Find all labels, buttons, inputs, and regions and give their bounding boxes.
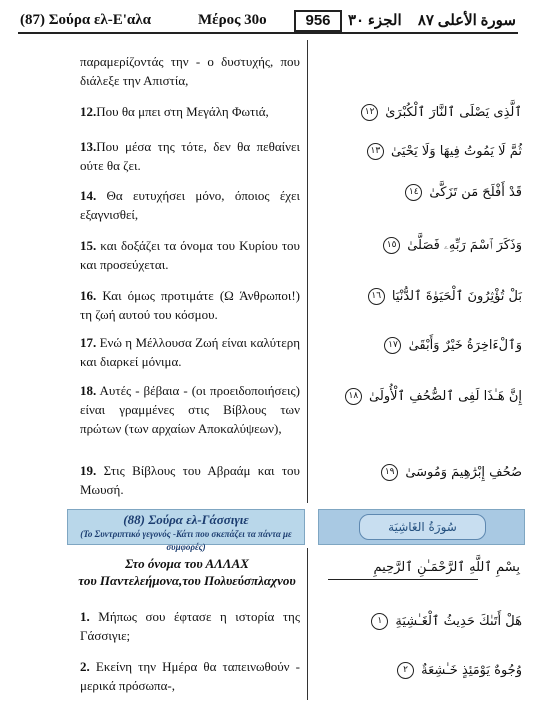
verse-text: 18. Αυτές - βέβαια - (οι προειδοποιήσεις) είναι γραμμένες στις Βίβλους των πρώτων (των αρχαίων Αποκαλύψεων), bbox=[80, 383, 300, 436]
verse-arabic: ٱلَّذِى يَصْلَى ٱلنَّارَ ٱلْكُبْرَىٰ ١٢ bbox=[312, 104, 522, 122]
column-divider bbox=[307, 548, 308, 700]
verse-arabic: هَلْ أَتَىٰكَ حَدِيثُ ٱلْغَـٰشِيَةِ ١ bbox=[312, 613, 522, 631]
verse-arabic: ثُمَّ لَا يَمُوتُ فِيهَا وَلَا يَحْيَىٰ ١٣ bbox=[312, 143, 522, 161]
surah-banner-arabic-title: سُورَةُ الغَاشِيَة bbox=[359, 514, 486, 540]
verse-number-marker: ١٧ bbox=[384, 337, 401, 354]
verse-text: 13.Που μέσα της τότε, δεν θα πεθαίνει ούτε θα ζει. bbox=[80, 139, 300, 173]
verse-text: 15. και δοξάζει τα όνομα του Κυρίου του και προσεύχεται. bbox=[80, 238, 300, 272]
verse-arabic: إِنَّ هَـٰذَا لَفِى ٱلصُّحُفِ ٱلْأُولَىٰ ١٨ bbox=[312, 388, 522, 406]
header-juz-arabic: الجزء ٣٠ bbox=[348, 13, 402, 29]
verse-number-marker: ١٩ bbox=[381, 464, 398, 481]
surah-banner-title: (88) Σούρα ελ-Γάσσιγιε bbox=[123, 512, 249, 527]
verse-text: 19. Στις Βίβλους του Αβραάμ και του Μωυσή. bbox=[80, 463, 300, 497]
verse-text: 16. Και όμως προτιμάτε (Ω Άνθρωποι!) τη ζωή αυτού του κόσμου. bbox=[80, 288, 300, 322]
verse-number-marker: ١٦ bbox=[368, 288, 385, 305]
verse-number-marker: ١٨ bbox=[345, 388, 362, 405]
basmala-arabic: بِسْمِ ٱللَّهِ ٱلرَّحْمَـٰنِ ٱلرَّحِيمِ bbox=[373, 560, 520, 575]
verse-arabic: قَدْ أَفْلَحَ مَن تَزَكَّىٰ ١٤ bbox=[312, 184, 522, 202]
verse-arabic: وُجُوهٌ يَوْمَئِذٍ خَـٰشِعَةٌ ٢ bbox=[312, 662, 522, 680]
verse-arabic: وَٱلْءَاخِرَةُ خَيْرٌ وَأَبْقَىٰ ١٧ bbox=[312, 337, 522, 355]
page-number: 956 bbox=[294, 10, 342, 32]
basmala-underline bbox=[328, 579, 478, 580]
header-surah-arabic: سورة الأعلى ٨٧ bbox=[417, 13, 516, 29]
header-surah-greek: (87) Σούρα ελ-Ε'αλα bbox=[20, 12, 152, 28]
verse-number-marker: ٢ bbox=[397, 662, 414, 679]
verse-arabic: بَلْ تُؤْثِرُونَ ٱلْحَيَوٰةَ ٱلدُّنْيَا ١٦ bbox=[312, 288, 522, 306]
verse-text: 14. Θα ευτυχήσει μόνο, όποιος έχει εξαγνισθεί, bbox=[80, 188, 301, 222]
verse-number-marker: ١٤ bbox=[405, 184, 422, 201]
basmala-greek: Στο όνομα του ΑΛΛΑΧ του Παντελεήμονα,του Πολυεύσπλαχνου bbox=[78, 556, 296, 588]
verse-arabic: وَذَكَرَ ٱسْمَ رَبِّهِۦ فَصَلَّىٰ ١٥ bbox=[312, 237, 522, 255]
verse-text: 17. Ενώ η Μέλλουσα Ζωή είναι καλύτερη και διαρκεί μόνιμα. bbox=[80, 335, 301, 369]
verse-number-marker: ١ bbox=[371, 613, 388, 630]
header-part: Μέρος 30ο bbox=[198, 12, 267, 28]
verse-number-marker: ١٣ bbox=[367, 143, 384, 160]
verse-text: 1. Μήπως σου έφτασε η ιστορία της Γάσσιγιε; bbox=[80, 609, 301, 643]
verse-text: 2. Εκείνη την Ημέρα θα ταπεινωθούν - μερικά πρόσωπα-, bbox=[80, 659, 300, 693]
verse-text: παραμερίζοντάς την - ο δυστυχής, που διάλεξε την Απιστία, bbox=[80, 54, 300, 88]
page-header bbox=[18, 10, 518, 34]
verse-text: 12.Που θα μπει στη Μεγάλη Φωτιά, bbox=[80, 104, 269, 119]
surah-banner-greek bbox=[67, 509, 305, 552]
column-divider bbox=[307, 40, 308, 503]
verse-number-marker: ١٢ bbox=[361, 104, 378, 121]
verse-number-marker: ١٥ bbox=[383, 237, 400, 254]
surah-banner-arabic bbox=[318, 509, 525, 545]
surah-banner-subtitle: (Το Συντριπτικό γεγονός -Κάτι που σκεπάζει τα πάντα με συμφορές) bbox=[80, 529, 292, 552]
verse-arabic: صُحُفِ إِبْرَٰهِيمَ وَمُوسَىٰ ١٩ bbox=[312, 464, 522, 482]
